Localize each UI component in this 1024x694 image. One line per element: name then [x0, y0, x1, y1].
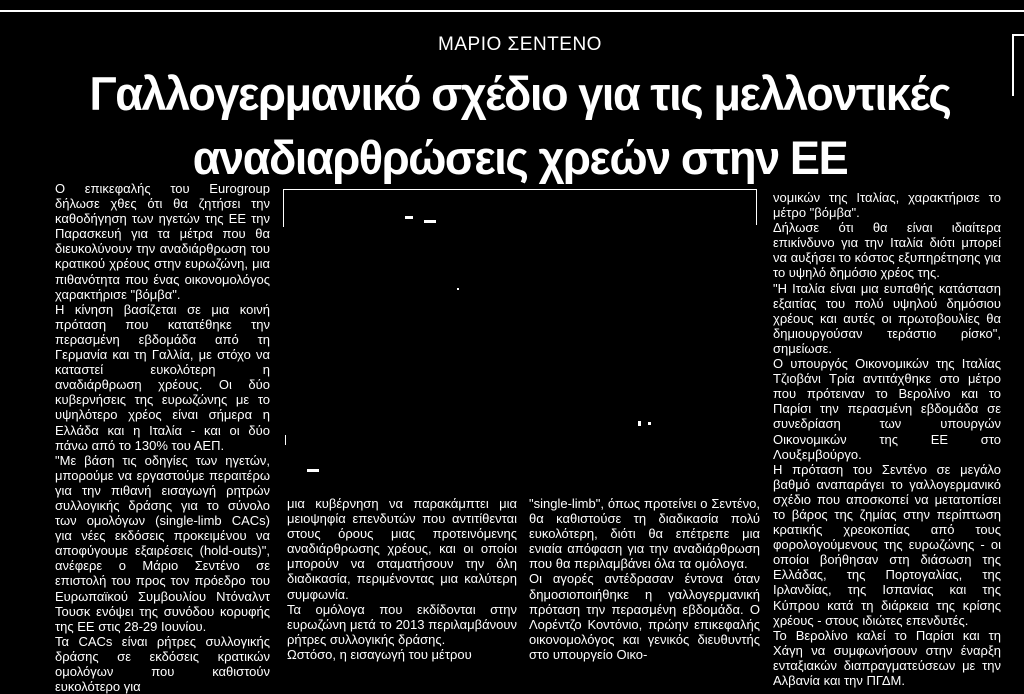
- header-rule: [0, 10, 1024, 12]
- photo-speck: [285, 435, 286, 445]
- photo-speck: [648, 422, 651, 425]
- headline-line-1: Γαλλογερμανικό σχέδιο για τις μελλοντικές: [89, 67, 951, 120]
- article-column-3: "single-limb", όπως προτείνει ο Σεντένο, θα καθιστούσε τη διαδικασία πολύ ευκολότερη, διότι θα επέτρεπε μια ενιαία απόφαση για την αναδιάρθρωση που θα περιλαμβάνει όλα τα ομόλογα. Οι αγορές αντέδρασαν έντονα όταν δημοσιοποιήθηκε η γαλλογερμανική πρόταση την περασμένη εβδομάδα. Ο Λορέντζο Κοντόνιο, πρώην επικεφαλής οικονομολόγος και γενικός διευθυντής στο υπουργείο Οικο-: [529, 496, 760, 662]
- headline-line-2: αναδιαρθρώσεις χρεών στην ΕΕ: [192, 131, 848, 184]
- article-photo: [283, 189, 757, 489]
- photo-speck: [424, 220, 436, 223]
- photo-speck: [307, 469, 319, 472]
- article-column-1: Ο επικεφαλής του Eurogroup δήλωσε χθες ότι θα ζητήσει την καθοδήγηση των ηγετών της ΕΕ την Παρασκευή για τα μέτρα που θα διευκολύνουν την αναδιάρθρωση του κρατικού χρέους στην ευρωζώνη, μια πιθανότητα που ένας οικονομολόγος χαρακτήρισε "βόμβα". Η κίνηση βασίζεται σε μια κοινή πρόταση που κατατέθηκε την περασμένη εβδομάδα από τη Γερμανία και τη Γαλλία, με στόχο να καταστεί ευκολότερη η αναδιάρθρωση χρέους. Οι δύο κυβερνήσεις της ευρωζώνης με το υψηλότερο χρέος είναι σήμερα η Ελλάδα και η Ιταλία - και οι δύο πάνω από το 130% του ΑΕΠ. "Με βάση τις οδηγίες των ηγετών, μπορούμε να εργαστούμε περαιτέρω για την πιθανή εισαγωγή ρητρών συλλογικής δράσης για το σύνολο των ομολόγων (single-limb CACs) για νέες εκδόσεις προκειμένου να αποφύγουμε εξαιρέσεις (hold-outs)", ανέφερε ο Μάριο Σεντένο σε επιστολή του προς τον πρόεδρο του Ευρωπαϊκού Συμβουλίου Ντόναλντ Τουσκ ενόψει της συνόδου κορυφής της ΕΕ στις 28-29 Ιουνίου. Τα CACs είναι ρήτρες συλλογικής δράσης σε εκδόσεις κρατικών ομολόγων που καθιστούν ευκολότερο για: [55, 181, 270, 694]
- photo-speck: [457, 288, 459, 290]
- photo-frame-right: [756, 189, 757, 225]
- photo-frame-left: [283, 189, 284, 227]
- page-edge-mark: [1012, 34, 1024, 96]
- photo-frame-top: [283, 189, 757, 190]
- article-column-4: νομικών της Ιταλίας, χαρακτήρισε το μέτρο "βόμβα". Δήλωσε ότι θα είναι ιδιαίτερα επικίνδυνο για την Ιταλία διότι μπορεί να αυξήσει το κόστος εξυπηρέτησης για το υψηλό δημόσιο χρέος της. "Η Ιταλία είναι μια ευπαθής κατάσταση εξαιτίας του πολύ υψηλού δημόσιου χρέους και αυτές οι πρωτοβουλίες θα δημιουργούσαν τεράστιο ρίσκο", σημείωσε. Ο υπουργός Οικονομικών της Ιταλίας Τζιοβάνι Τρία αντιτάχθηκε στο μέτρο που πρότειναν το Βερολίνο και το Παρίσι την περασμένη εβδομάδα σε συνεδρίαση των υπουργών Οικονομικών της ΕΕ στο Λουξεμβούργο. Η πρόταση του Σεντένο σε μεγάλο βαθμό αναπαράγει το γαλλογερμανικό σχέδιο που αποσκοπεί να μετατοπίσει το βάρος της ζημίας στην περίπτωση κρατικής χρεοκοπίας από τους φορολογούμενους της ευρωζώνης - οι οποίοι βοήθησαν στη διάσωση της Ελλάδας, της Πορτογαλίας, της Ιρλανδίας, της Ισπανίας και της Κύπρου κατά τη διάρκεια της κρίσης χρέους - στους ιδιώτες επενδυτές. Το Βερολίνο καλεί το Παρίσι και τη Χάγη να συμφωνήσουν στην έναρξη ενταξιακών διαπραγματεύσεων με την Αλβανία και την ΠΓΔΜ.: [773, 190, 1001, 688]
- photo-speck: [405, 216, 413, 219]
- top-band: [0, 0, 1024, 10]
- photo-speck: [638, 421, 641, 426]
- article-column-2: μια κυβέρνηση να παρακάμπτει μια μειοψηφία επενδυτών που αντιτίθενται στους όρους μιας προτεινόμενης αναδιάρθρωσης χρέους, και οι οποίοι μπορούν να σταματήσουν την όλη διαδικασία, περιμένοντας μια καλύτερη συμφωνία. Τα ομόλογα που εκδίδονται στην ευρωζώνη μετά το 2013 περιλαμβάνουν ρήτρες συλλογικής δράσης. Ωστόσο, η εισαγωγή του μέτρου: [287, 496, 517, 662]
- author-byline: ΜΑΡΙΟ ΣΕΝΤΕΝΟ: [438, 34, 602, 55]
